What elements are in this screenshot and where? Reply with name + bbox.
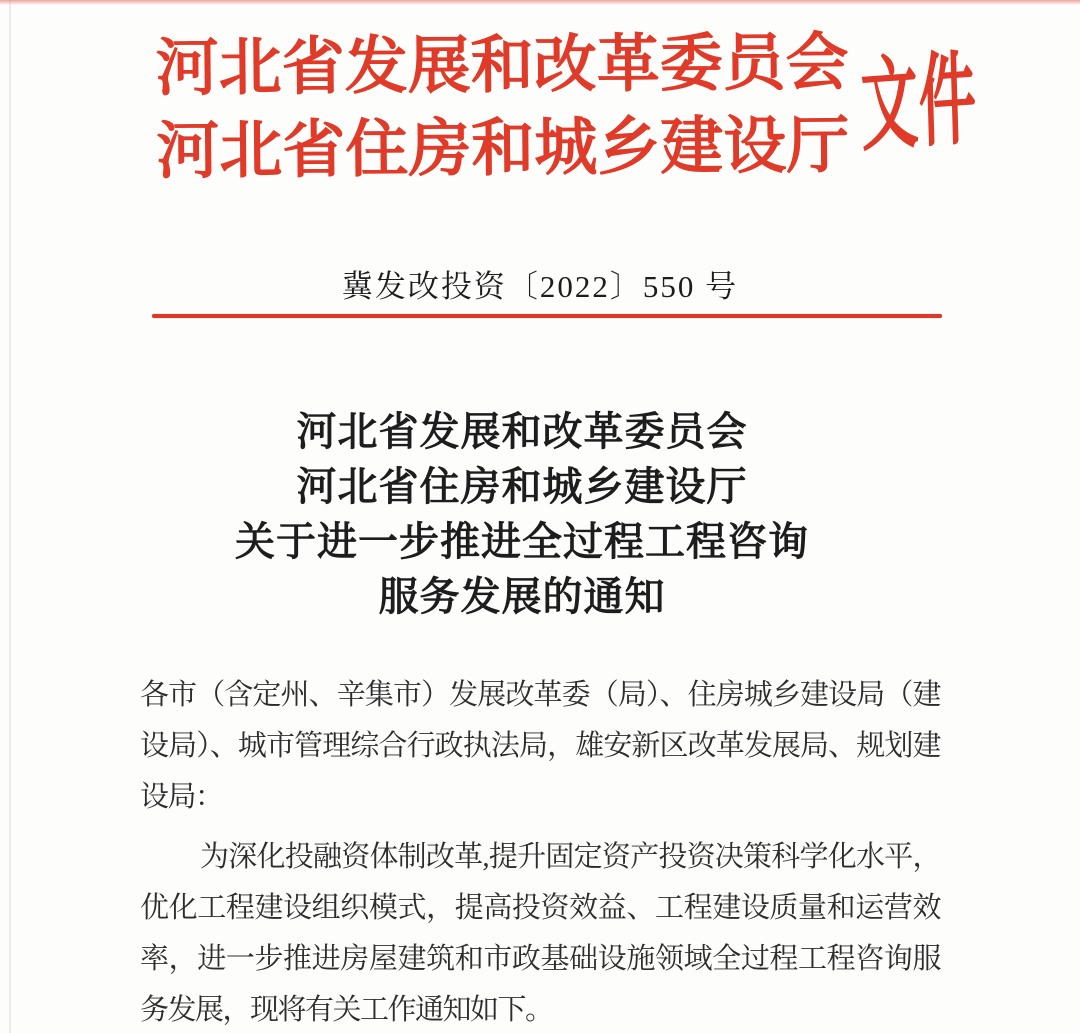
document-number: 冀发改投资〔2022〕550 号 <box>341 269 739 304</box>
red-separator-rule <box>152 314 942 318</box>
intro-paragraph-line-1: 为深化投融资体制改革,提升固定资产投资决策科学化水平， <box>200 841 940 873</box>
letterhead-agency-line1: 河北省发展和改革委员会 <box>155 27 849 104</box>
addressee-line-3: 设局： <box>140 781 223 813</box>
title-line-4: 服务发展的通知 <box>378 574 666 619</box>
addressee-line-1: 各市（含定州、辛集市）发展改革委（局）、住房城乡建设局（建 <box>140 679 940 711</box>
red-letterhead <box>155 20 977 193</box>
intro-paragraph-line-4: 务发展，现将有关工作通知如下。 <box>140 994 553 1026</box>
document-body <box>140 670 940 1033</box>
addressee-line-2: 设局）、城市管理综合行政执法局，雄安新区改革发展局、规划建 <box>140 730 940 762</box>
title-line-1: 河北省发展和改革委员会 <box>296 409 748 454</box>
document-title <box>0 404 1044 624</box>
intro-paragraph-line-2: 优化工程建设组织模式，提高投资效益、工程建设质量和运营效 <box>140 892 940 924</box>
title-line-3: 关于进一步推进全过程工程咨询 <box>235 519 809 564</box>
letterhead-agencies <box>155 22 849 194</box>
intro-paragraph-line-3: 率，进一步推进房屋建筑和市政基础设施领域全过程工程咨询服 <box>140 943 940 975</box>
letterhead-agency-line2: 河北省住房和城乡建设厅 <box>156 110 850 187</box>
scan-top-edge-artifact <box>0 0 1080 5</box>
title-line-2: 河北省住房和城乡建设厅 <box>296 464 748 509</box>
letterhead-document-label: 文件 <box>859 43 979 165</box>
